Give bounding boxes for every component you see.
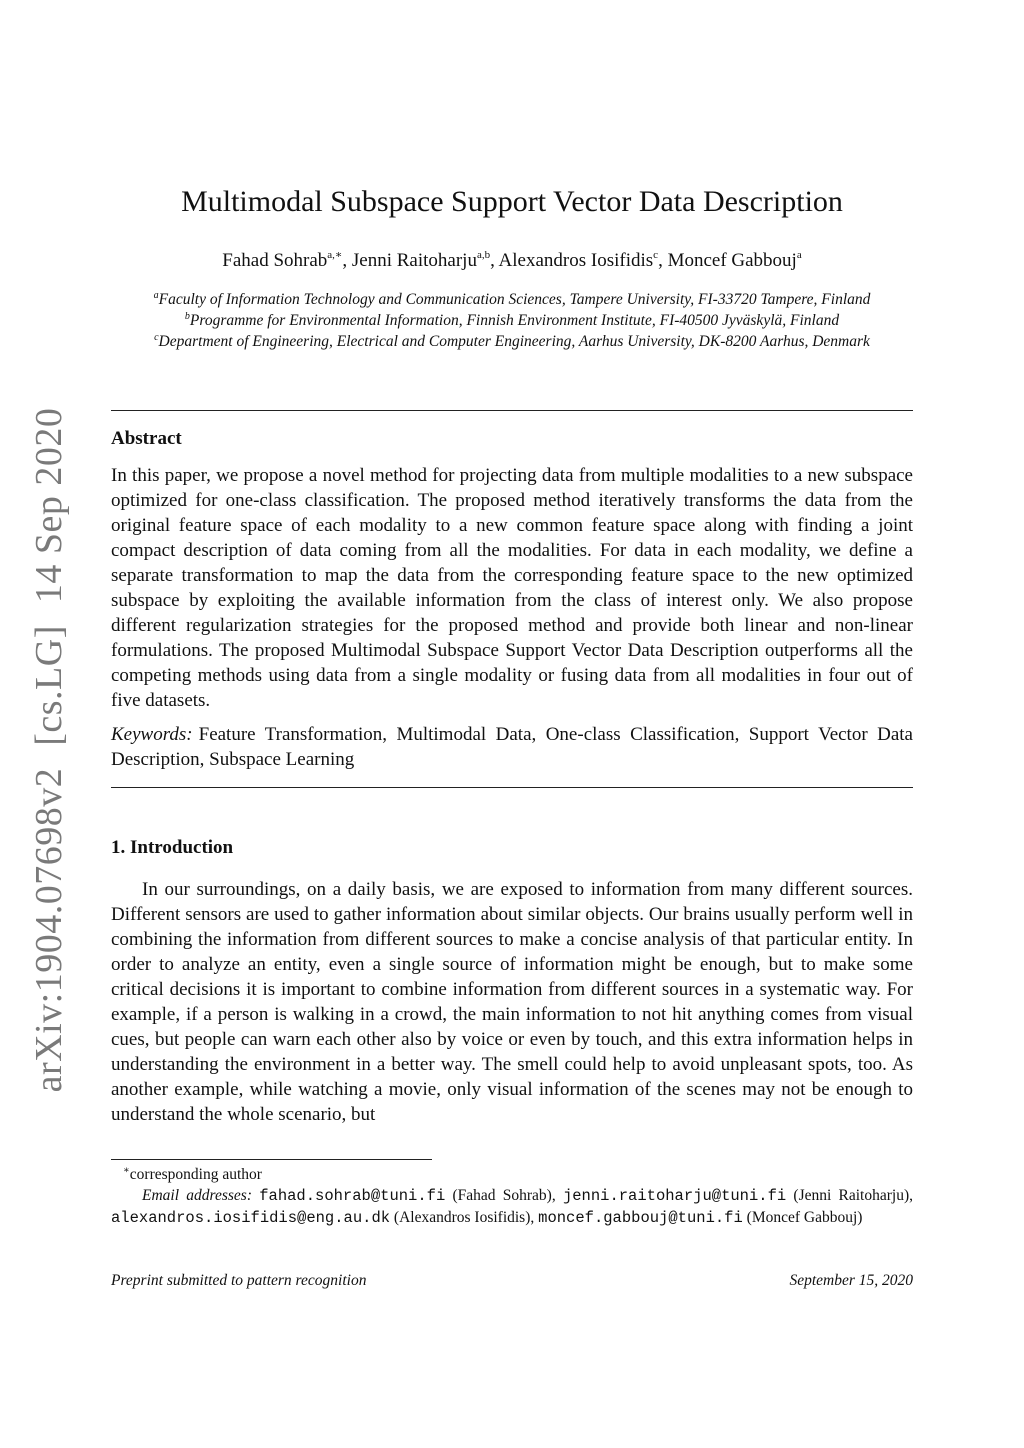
- abstract-top-rule: [111, 410, 913, 411]
- abstract-heading: Abstract: [111, 428, 182, 449]
- email-link[interactable]: alexandros.iosifidis@eng.au.dk: [111, 1209, 391, 1227]
- footnote-rule: [111, 1159, 432, 1160]
- keywords: [111, 722, 913, 772]
- abstract-bottom-rule: [111, 787, 913, 788]
- email-link[interactable]: jenni.raitoharju@tuni.fi: [562, 1187, 787, 1205]
- affiliation: $^a$Faculty of Information Technology and Communication Sciences, Tampere University, FI-33720 Tampere, Finland: [153, 290, 871, 308]
- abstract-text: In this paper, we propose a novel method for projecting data from multiple modalities to a new subspace optimized for one-class classification. The proposed method iteratively transforms the data from the original feature space of each modality to a new common feature space along with finding a joint compact description of data coming from all the modalities. For data in each modality, we define a separate transformation to map the data from the corresponding feature space to the new optimized subspace by exploiting the available information from the class of interest only. We also propose different regularization strategies for the proposed method and provide both linear and non-linear formulations. The proposed Multimodal Subspace Support Vector Data Description outperforms all the competing methods using data from a single modality or fusing data from all modalities in four out of five datasets.: [111, 465, 913, 711]
- paper-title: Multimodal Subspace Support Vector Data Description: [181, 185, 843, 218]
- author: Moncef Gabbouj$^a$: [667, 249, 802, 271]
- author: Fahad Sohrab$^{a,∗}$,: [222, 249, 352, 271]
- footnotes: [111, 1164, 913, 1229]
- introduction-text: In our surroundings, on a daily basis, we are exposed to information from many different sources. Different sensors are used to gather information about similar objects. Our brains usually perform well in combining the information from different sources to make a concise analysis of that particular entity. In order to analyze an entity, even a single source of information might be enough, but to make some critical decisions it is important to combine information from different sources in a systematic way. For example, if a person is walking in a crowd, the main information to not hit anything comes from visual cues, but people can warn each other also by voice or even by touch, and this extra information helps in understanding the environment in a better way. The smell could help to avoid unpleasant spots, too. As another example, while watching a movie, only visual information of the scenes may not be enough to understand the whole scenario, but: [111, 879, 913, 1125]
- affiliation: $^b$Programme for Environmental Information, Finnish Environment Institute, FI-40500 Jyväskylä, Finland: [184, 311, 840, 329]
- author: Jenni Raitoharju$^{a,b}$,: [351, 249, 499, 271]
- email-note: Email addresses: fahad.sohrab@tuni.fi (Fahad Sohrab), jenni.raitoharju@tuni.fi (Jenni Raitoharju), alexandros.iosifidis@eng.au.dk (Alexandros Iosifidis), moncef.gabbouj@tuni.fi (Moncef Gabbouj): [111, 1187, 913, 1227]
- section-heading: 1. Introduction: [111, 837, 234, 858]
- email-link[interactable]: fahad.sohrab@tuni.fi: [259, 1187, 446, 1205]
- arxiv-date: 14 Sep 2020: [28, 407, 70, 604]
- email-link[interactable]: moncef.gabbouj@tuni.fi: [538, 1209, 743, 1227]
- author: Alexandros Iosifidis$^c$,: [498, 249, 668, 271]
- author-list: [0, 249, 1024, 273]
- affiliation: $^c$Department of Engineering, Electrical and Computer Engineering, Aarhus University, DK-8200 Aarhus, Denmark: [154, 332, 870, 350]
- arxiv-stamp: [27, 402, 71, 1099]
- keywords-label: Keywords:: [111, 724, 193, 745]
- corresponding-note: ∗corresponding author: [123, 1165, 262, 1183]
- preprint-note: Preprint submitted to pattern recognition: [111, 1272, 367, 1289]
- keywords-text: Feature Transformation, Multimodal Data, One-class Classification, Support Vector Data Description, Subspace Learning: [111, 724, 913, 770]
- preprint-date: September 15, 2020: [789, 1272, 913, 1289]
- arxiv-category: [cs.LG]: [28, 625, 70, 746]
- arxiv-id: arXiv:1904.07698v2: [28, 767, 70, 1093]
- affiliations: [0, 289, 1024, 352]
